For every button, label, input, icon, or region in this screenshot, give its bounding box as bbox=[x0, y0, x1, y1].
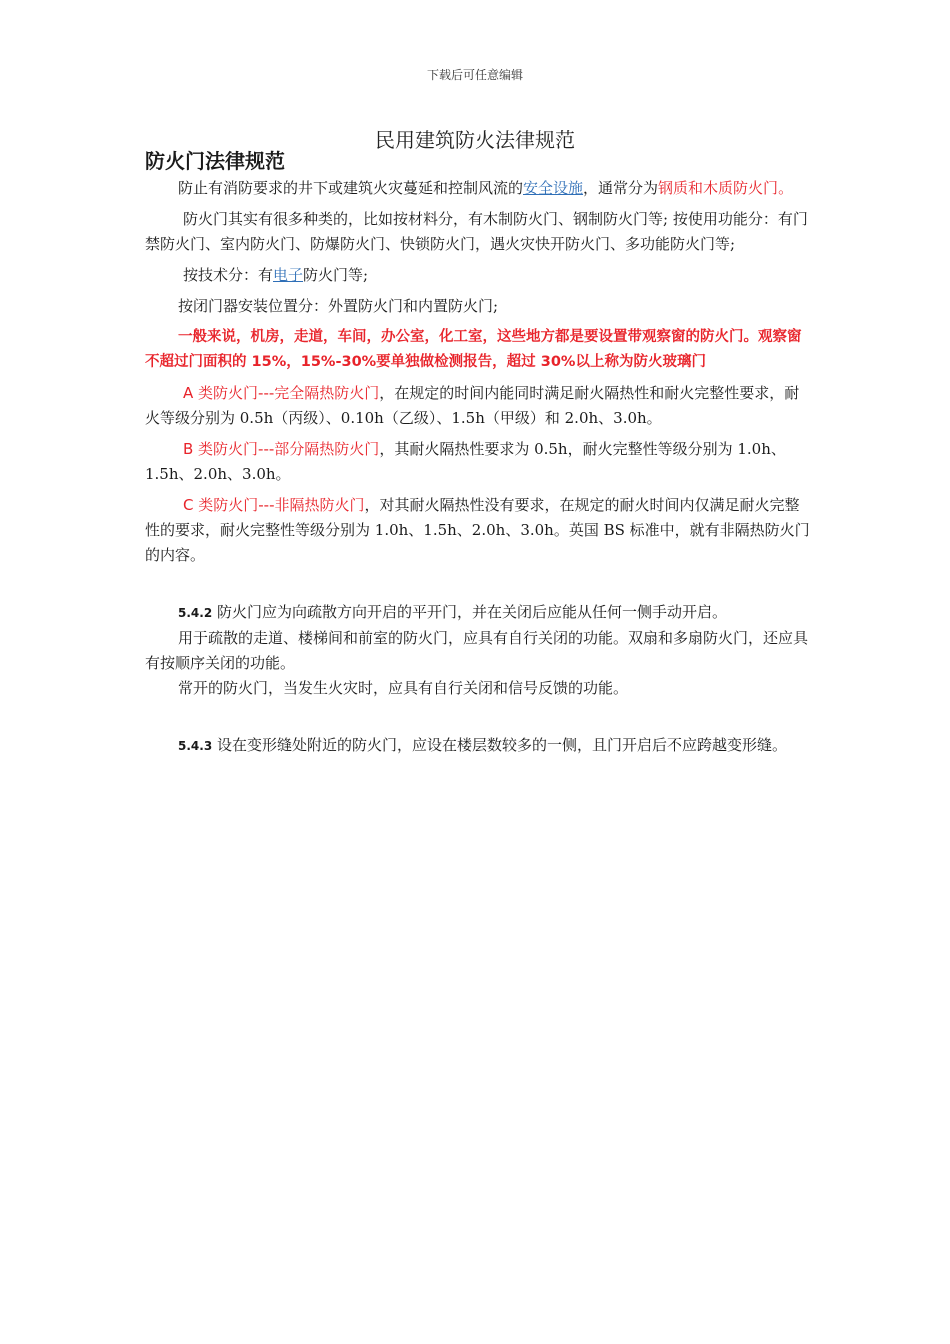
types-paragraph: 防火门其实有很多种类的，比如按材料分，有木制防火门、钢制防火门等; 按使用功能分：有门禁防火门、室内防火门、防爆防火门、快锁防火门，遇火灾快开防火门、多功能防火门等; bbox=[145, 210, 808, 253]
observation-window-note: 一般来说，机房，走道，车间，办公室，化工室，这些地方都是要设置带观察窗的防火门。观察窗不超过门面积的 15%，15%-30%要单独做检测报告，超过 30%以上称为防火玻璃门 bbox=[145, 329, 802, 370]
class-b-text: ，其耐火隔热性要求为 0.5h，耐火完整性等级分别为 1.0h、1.5h、2.0h、3.0h。 bbox=[145, 440, 786, 483]
class-a-paragraph bbox=[145, 381, 810, 431]
technology-text-2: 防火门等; bbox=[303, 266, 369, 284]
class-c-paragraph bbox=[145, 493, 810, 568]
intro-text: 防止有消防要求的井下或建筑火灾蔓延和控制风流的 bbox=[178, 179, 524, 197]
electronic-link[interactable]: 电子 bbox=[273, 266, 304, 284]
class-b-paragraph bbox=[145, 437, 810, 487]
class-b-label: B 类防火门---部分隔热防火门 bbox=[183, 440, 380, 458]
clause-5-4-3 bbox=[145, 733, 810, 759]
technology-text: 按技术分：有 bbox=[183, 266, 274, 284]
document-title: 民用建筑防火法律规范 bbox=[375, 128, 575, 152]
document-body bbox=[145, 146, 810, 759]
closer-position-paragraph: 按闭门器安装位置分：外置防火门和内置防火门; bbox=[178, 297, 499, 315]
clause-text: 防火门应为向疏散方向开启的平开门，并在关闭后应能从任何一侧手动开启。 bbox=[212, 603, 727, 621]
door-material-highlight: 钢质和木质防火门 bbox=[658, 179, 779, 197]
clause-5-4-2-p3: 常开的防火门，当发生火灾时，应具有自行关闭和信号反馈的功能。 bbox=[178, 679, 629, 697]
page-header: 下载后可任意编辑 bbox=[426, 68, 523, 82]
clause-text: 设在变形缝处附近的防火门，应设在楼层数较多的一侧，且门开启后不应跨越变形缝。 bbox=[212, 736, 787, 754]
intro-end: 。 bbox=[778, 179, 794, 197]
intro-text-2: ，通常分为 bbox=[583, 179, 659, 197]
clause-5-4-2-p2: 用于疏散的走道、楼梯间和前室的防火门，应具有自行关闭的功能。双扇和多扇防火门，还应具有按顺序关闭的功能。 bbox=[145, 629, 809, 672]
intro-paragraph bbox=[145, 176, 810, 201]
class-c-text: ，对其耐火隔热性没有要求，在规定的耐火时间内仅满足耐火完整性的要求，耐火完整性等级分别为 1.0h、1.5h、2.0h、3.0h。英国 BS 标准中，就有非隔热防火门的内容。 bbox=[145, 496, 810, 564]
clause-5-4-2 bbox=[145, 600, 810, 626]
class-c-label: C 类防火门---非隔热防火门 bbox=[183, 496, 365, 514]
technology-paragraph bbox=[145, 263, 810, 288]
clause-number: 5.4.3 bbox=[178, 739, 213, 753]
class-a-label: A 类防火门---完全隔热防火门 bbox=[183, 384, 380, 402]
section-heading: 防火门法律规范 bbox=[145, 149, 285, 173]
safety-facility-link[interactable]: 安全设施 bbox=[523, 179, 584, 197]
class-a-text: ，在规定的时间内能同时满足耐火隔热性和耐火完整性要求，耐火等级分别为 0.5h（丙级）、0.10h（乙级）、1.5h（甲级）和 2.0h、3.0h。 bbox=[145, 384, 800, 427]
clause-number: 5.4.2 bbox=[178, 606, 213, 620]
